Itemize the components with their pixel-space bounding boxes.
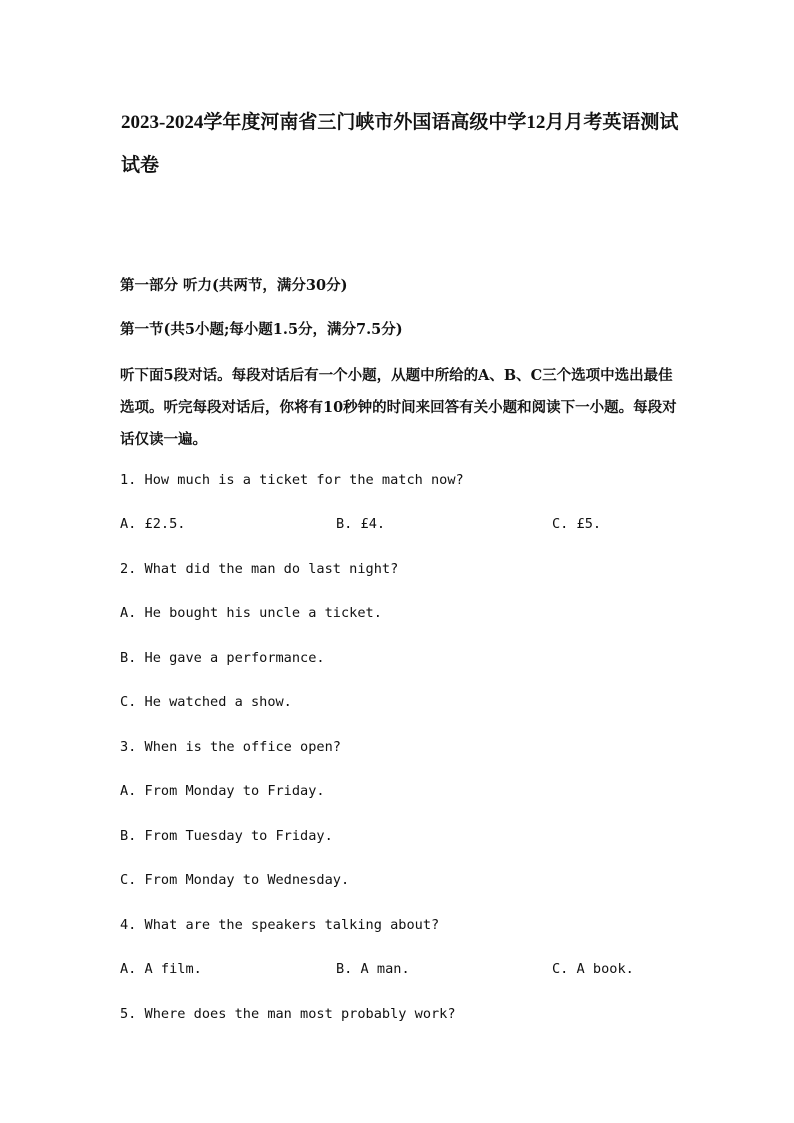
question-4-option-c: C. A book. xyxy=(552,961,634,977)
question-4-option-a: A. A film. xyxy=(120,961,202,977)
exam-title: 2023-2024学年度河南省三门峡市外国语高级中学12月月考英语测试试卷 xyxy=(121,112,679,176)
listening-instructions: 听下面5段对话。每段对话后有一个小题，从题中所给的A、B、C三个选项中选出最佳选项。听完每段对话后，你将有10秒钟的时间来回答有关小题和阅读下一小题。每段对话仅读一遍。 xyxy=(120,367,677,448)
question-4-option-b: B. A man. xyxy=(336,961,410,977)
question-2-option-a: A. He bought his uncle a ticket. xyxy=(120,605,382,621)
question-3-option-b: B. From Tuesday to Friday. xyxy=(120,828,333,844)
question-2-option-b: B. He gave a performance. xyxy=(120,650,325,666)
question-3-option-c: C. From Monday to Wednesday. xyxy=(120,872,350,888)
section1-heading: 第一节(共5小题;每小题1.5分，满分7.5分) xyxy=(120,321,403,338)
question-3-option-a: A. From Monday to Friday. xyxy=(120,783,325,799)
question-5-stem: 5. Where does the man most probably work? xyxy=(120,1006,456,1022)
part1-heading: 第一部分 听力(共两节，满分30分) xyxy=(120,277,348,294)
question-2-option-c: C. He watched a show. xyxy=(120,694,292,710)
question-2-stem: 2. What did the man do last night? xyxy=(120,561,399,577)
question-1-stem: 1. How much is a ticket for the match now? xyxy=(120,472,464,488)
question-1-option-b: B. £4. xyxy=(336,516,386,532)
question-4-stem: 4. What are the speakers talking about? xyxy=(120,917,440,933)
question-3-stem: 3. When is the office open? xyxy=(120,739,341,755)
question-1-option-c: C. £5. xyxy=(552,516,602,532)
question-1-option-a: A. £2.5. xyxy=(120,516,186,532)
